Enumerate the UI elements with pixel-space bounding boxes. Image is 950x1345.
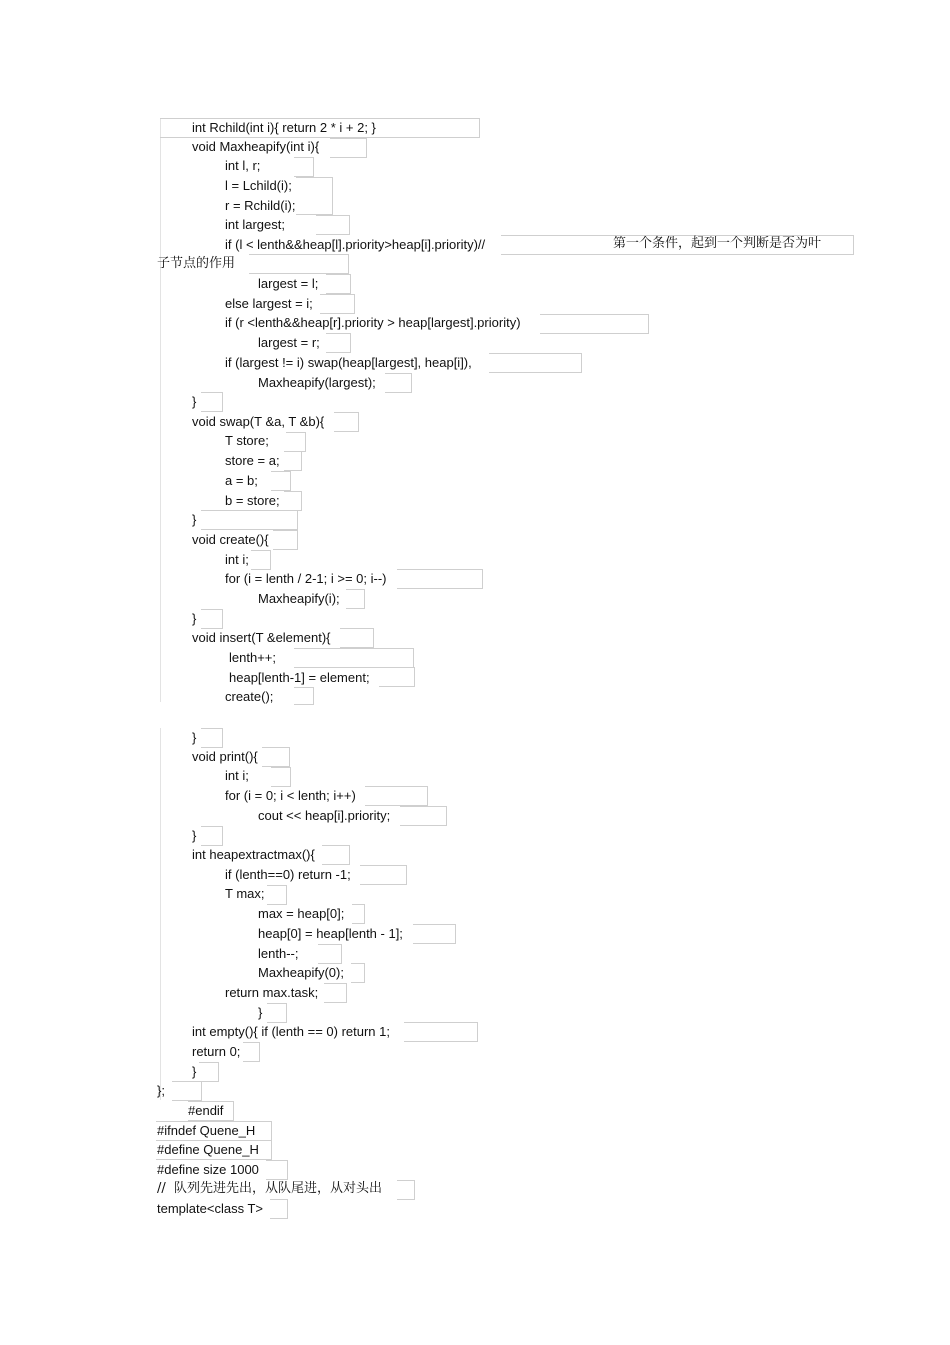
line-frame xyxy=(340,628,374,648)
line-frame xyxy=(262,747,290,767)
line-frame xyxy=(201,728,223,748)
line-frame xyxy=(267,885,287,905)
code-line: cout << heap[i].priority; xyxy=(258,808,391,823)
code-line: largest = l; xyxy=(258,276,319,291)
code-line: l = Lchild(i); xyxy=(225,178,292,193)
code-line: lenth++; xyxy=(229,650,276,665)
line-frame xyxy=(201,826,223,846)
code-line: } xyxy=(192,1064,197,1079)
code-line: void create(){ xyxy=(192,532,269,547)
line-frame xyxy=(397,1180,415,1200)
line-frame xyxy=(316,215,350,235)
code-line: } xyxy=(192,394,197,409)
code-line: void Maxheapify(int i){ xyxy=(192,139,320,154)
line-frame xyxy=(296,177,333,215)
line-frame xyxy=(267,1003,287,1023)
code-line: int Rchild(int i){ return 2 * i + 2; } xyxy=(192,120,376,135)
line-frame xyxy=(294,648,414,668)
code-line: int i; xyxy=(225,552,249,567)
code-line: #ifndef Quene_H xyxy=(157,1123,256,1138)
code-line: int i; xyxy=(225,768,249,783)
code-comment: 第一个条件，起到一个判断是否为叶 xyxy=(613,236,822,251)
line-frame xyxy=(294,157,314,177)
line-frame xyxy=(351,963,365,983)
line-frame xyxy=(201,609,223,629)
line-frame xyxy=(324,983,347,1003)
line-frame xyxy=(201,392,223,412)
line-frame xyxy=(284,491,302,511)
line-frame xyxy=(326,333,351,353)
code-line: #endif xyxy=(188,1103,224,1118)
line-frame xyxy=(400,806,447,826)
line-frame xyxy=(251,550,271,570)
line-frame xyxy=(286,432,306,452)
code-line: b = store; xyxy=(225,493,280,508)
line-frame xyxy=(273,530,298,550)
line-frame xyxy=(320,294,355,314)
code-line: max = heap[0]; xyxy=(258,906,345,921)
line-frame xyxy=(360,865,407,885)
code-line: Maxheapify(largest); xyxy=(258,375,376,390)
code-line: if (largest != i) swap(heap[largest], heap[i]), xyxy=(225,355,472,370)
code-line: void swap(T &a, T &b){ xyxy=(192,414,325,429)
line-frame xyxy=(294,687,314,705)
code-line: heap[0] = heap[lenth - 1]; xyxy=(258,926,403,941)
line-frame xyxy=(413,924,456,944)
line-frame xyxy=(266,1160,288,1180)
line-frame xyxy=(322,845,350,865)
code-line: a = b; xyxy=(225,473,258,488)
line-frame xyxy=(385,373,412,393)
line-frame xyxy=(330,138,367,158)
code-line: if (lenth==0) return -1; xyxy=(225,867,351,882)
code-line: template<class T> xyxy=(157,1201,263,1216)
code-line: void print(){ xyxy=(192,749,258,764)
code-line: if (l < lenth&&heap[l].priority>heap[i].priority)// xyxy=(225,237,486,252)
code-line: store = a; xyxy=(225,453,280,468)
line-frame xyxy=(379,667,415,687)
code-line: #define Quene_H xyxy=(157,1142,259,1157)
line-frame xyxy=(249,254,349,274)
code-line: return 0; xyxy=(192,1044,241,1059)
code-line: if (r <lenth&&heap[r].priority > heap[largest].priority) xyxy=(225,315,521,330)
line-frame xyxy=(201,510,298,530)
line-frame xyxy=(540,314,649,334)
code-line: else largest = i; xyxy=(225,296,313,311)
code-line: int empty(){ if (lenth == 0) return 1; xyxy=(192,1024,390,1039)
code-line: } xyxy=(258,1005,263,1020)
code-line: }; xyxy=(157,1083,165,1098)
left-margin-rule xyxy=(160,728,161,1100)
code-line: return max.task; xyxy=(225,985,319,1000)
code-line: for (i = lenth / 2-1; i >= 0; i--) xyxy=(225,571,387,586)
line-frame xyxy=(284,451,302,471)
line-frame xyxy=(326,274,351,294)
line-frame xyxy=(318,944,342,964)
code-line: int largest; xyxy=(225,217,285,232)
code-line: int heapextractmax(){ xyxy=(192,847,315,862)
code-line: } xyxy=(192,512,197,527)
code-comment: 子节点的作用 xyxy=(157,256,236,271)
code-line: #define size 1000 xyxy=(157,1162,259,1177)
line-frame xyxy=(271,767,291,787)
line-frame xyxy=(489,353,582,373)
code-line: T store; xyxy=(225,433,269,448)
code-line: Maxheapify(i); xyxy=(258,591,340,606)
code-line: T max; xyxy=(225,886,265,901)
code-line: largest = r; xyxy=(258,335,320,350)
line-frame xyxy=(365,786,428,806)
code-line: lenth--; xyxy=(258,946,299,961)
line-frame xyxy=(352,904,365,924)
code-line: int l, r; xyxy=(225,158,261,173)
code-line: create(); xyxy=(225,689,274,704)
code-line: for (i = 0; i < lenth; i++) xyxy=(225,788,356,803)
line-frame xyxy=(334,412,359,432)
code-line: Maxheapify(0); xyxy=(258,965,344,980)
code-line: } xyxy=(192,611,197,626)
line-frame xyxy=(404,1022,478,1042)
line-frame xyxy=(199,1062,219,1082)
line-frame xyxy=(346,589,365,609)
code-line: } xyxy=(192,730,197,745)
line-frame xyxy=(243,1042,260,1062)
code-line: void insert(T &element){ xyxy=(192,630,331,645)
code-comment: // 队列先进先出，从队尾进，从对头出 xyxy=(157,1181,383,1196)
code-line: heap[lenth-1] = element; xyxy=(229,670,370,685)
code-line: } xyxy=(192,828,197,843)
line-frame xyxy=(270,1199,288,1219)
code-line: r = Rchild(i); xyxy=(225,198,296,213)
line-frame xyxy=(397,569,483,589)
line-frame xyxy=(271,471,291,491)
line-frame xyxy=(172,1081,202,1101)
left-margin-rule xyxy=(160,118,161,702)
